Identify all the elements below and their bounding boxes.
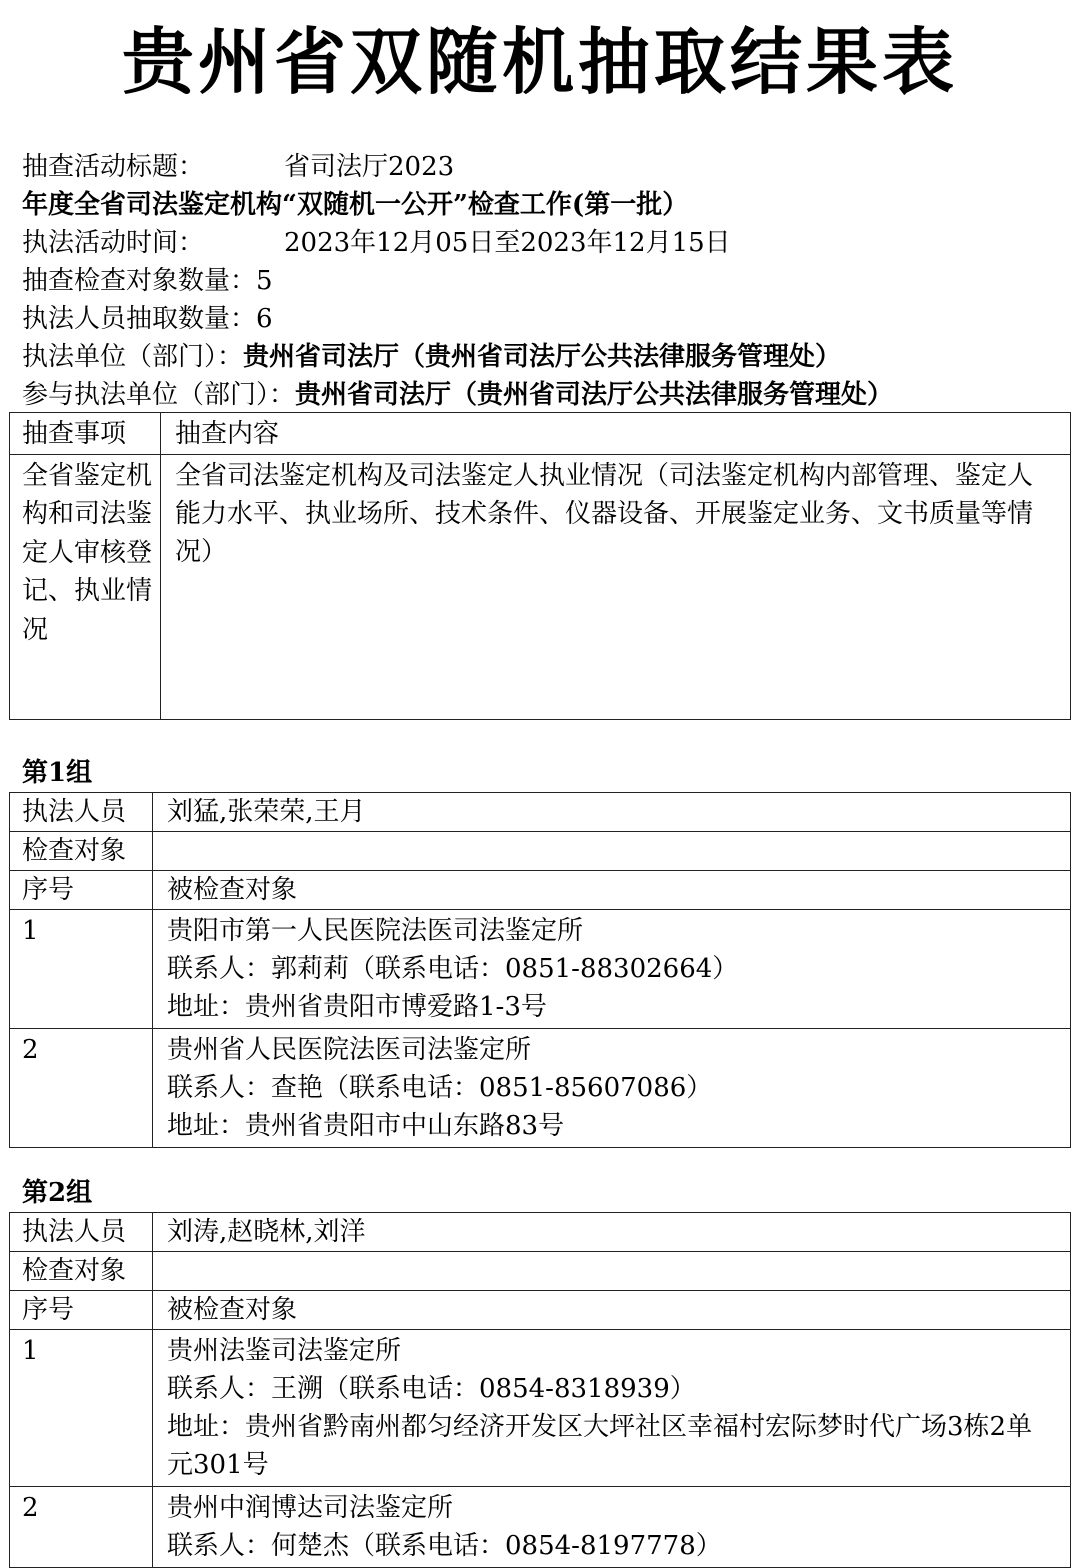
meta-object-count <box>22 262 1062 300</box>
header-item: 抽查事项 <box>10 413 161 455</box>
objects-label: 检查对象 <box>10 832 153 871</box>
group-2-table <box>9 1212 1071 1568</box>
org-contact: 联系人：郭莉莉（联系电话：0851-88302664） <box>167 954 739 984</box>
unit-label: 执法单位（部门）： <box>22 342 244 372</box>
objects-value <box>153 1252 1071 1291</box>
table-row <box>10 1252 1071 1291</box>
object-count-value: 5 <box>256 266 273 296</box>
meta-time <box>22 224 1062 262</box>
row-index: 1 <box>10 910 153 1029</box>
inspection-item: 全省鉴定机构和司法鉴定人审核登记、执业情况 <box>10 454 161 719</box>
index-label: 序号 <box>10 871 153 910</box>
meta-unit <box>22 338 1062 376</box>
time-value: 2023年12月05日至2023年12月15日 <box>284 228 731 258</box>
objects-value <box>153 832 1071 871</box>
time-label: 执法活动时间： <box>22 228 205 258</box>
table-row <box>10 793 1071 832</box>
meta-activity-title <box>22 148 1062 186</box>
org-address: 地址：贵州省黔南州都匀经济开发区大坪社区幸福村宏际梦时代广场3栋2单元301号 <box>167 1412 1033 1480</box>
org-address: 地址：贵州省贵阳市博爱路1-3号 <box>167 992 547 1022</box>
header-content: 抽查内容 <box>161 413 1071 455</box>
inspected-label: 被检查对象 <box>153 1291 1071 1330</box>
group-1-table <box>9 792 1071 1148</box>
objects-label: 检查对象 <box>10 1252 153 1291</box>
row-detail <box>153 1029 1071 1148</box>
table-header-row <box>10 413 1071 455</box>
staff-label: 执法人员 <box>10 793 153 832</box>
row-detail <box>153 1487 1071 1568</box>
org-contact: 联系人：查艳（联系电话：0851-85607086） <box>167 1073 713 1103</box>
table-row <box>10 1330 1071 1487</box>
row-detail <box>153 1330 1071 1487</box>
participating-unit-label: 参与执法单位（部门）： <box>22 380 296 410</box>
org-name: 贵州法鉴司法鉴定所 <box>167 1336 402 1366</box>
row-index: 2 <box>10 1487 153 1568</box>
meta-participating-unit <box>22 376 1062 414</box>
activity-title-value: 省司法厅2023 <box>284 152 455 182</box>
row-index: 1 <box>10 1330 153 1487</box>
group-2-staff: 刘涛,赵晓林,刘洋 <box>153 1213 1071 1252</box>
org-address: 地址：贵州省贵阳市中山东路83号 <box>167 1111 565 1141</box>
inspection-content: 全省司法鉴定机构及司法鉴定人执业情况（司法鉴定机构内部管理、鉴定人能力水平、执业场所、技术条件、仪器设备、开展鉴定业务、文书质量等情况） <box>161 454 1071 719</box>
unit-value: 贵州省司法厅（贵州省司法厅公共法律服务管理处） <box>243 342 842 372</box>
index-label: 序号 <box>10 1291 153 1330</box>
org-name: 贵阳市第一人民医院法医司法鉴定所 <box>167 916 584 946</box>
participating-unit-value: 贵州省司法厅（贵州省司法厅公共法律服务管理处） <box>295 380 894 410</box>
table-row <box>10 1291 1071 1330</box>
table-row <box>10 454 1071 719</box>
table-row <box>10 1029 1071 1148</box>
table-row <box>10 832 1071 871</box>
org-contact: 联系人：王溯（联系电话：0854-8318939） <box>167 1374 696 1404</box>
group-1-label: 第1组 <box>22 758 93 788</box>
row-detail <box>153 910 1071 1029</box>
page-title: 贵州省双随机抽取结果表 <box>121 20 958 104</box>
staff-count-value: 6 <box>256 304 273 334</box>
table-row <box>10 1213 1071 1252</box>
activity-meta <box>22 148 1062 414</box>
org-name: 贵州省人民医院法医司法鉴定所 <box>167 1035 532 1065</box>
meta-activity-title-cont: 年度全省司法鉴定机构“双随机一公开”检查工作(第一批） <box>22 190 689 220</box>
org-contact: 联系人：何楚杰（联系电话：0854-8197778） <box>167 1531 722 1561</box>
row-index: 2 <box>10 1029 153 1148</box>
group-1-staff: 刘猛,张荣荣,王月 <box>153 793 1071 832</box>
activity-title-label: 抽查活动标题： <box>22 152 205 182</box>
inspection-table <box>9 412 1071 720</box>
staff-count-label: 执法人员抽取数量： <box>22 304 257 334</box>
table-row <box>10 910 1071 1029</box>
inspected-label: 被检查对象 <box>153 871 1071 910</box>
org-name: 贵州中润博达司法鉴定所 <box>167 1493 454 1523</box>
meta-staff-count <box>22 300 1062 338</box>
table-row <box>10 871 1071 910</box>
object-count-label: 抽查检查对象数量： <box>22 266 257 296</box>
table-row <box>10 1487 1071 1568</box>
staff-label: 执法人员 <box>10 1213 153 1252</box>
group-2-label: 第2组 <box>22 1178 93 1208</box>
